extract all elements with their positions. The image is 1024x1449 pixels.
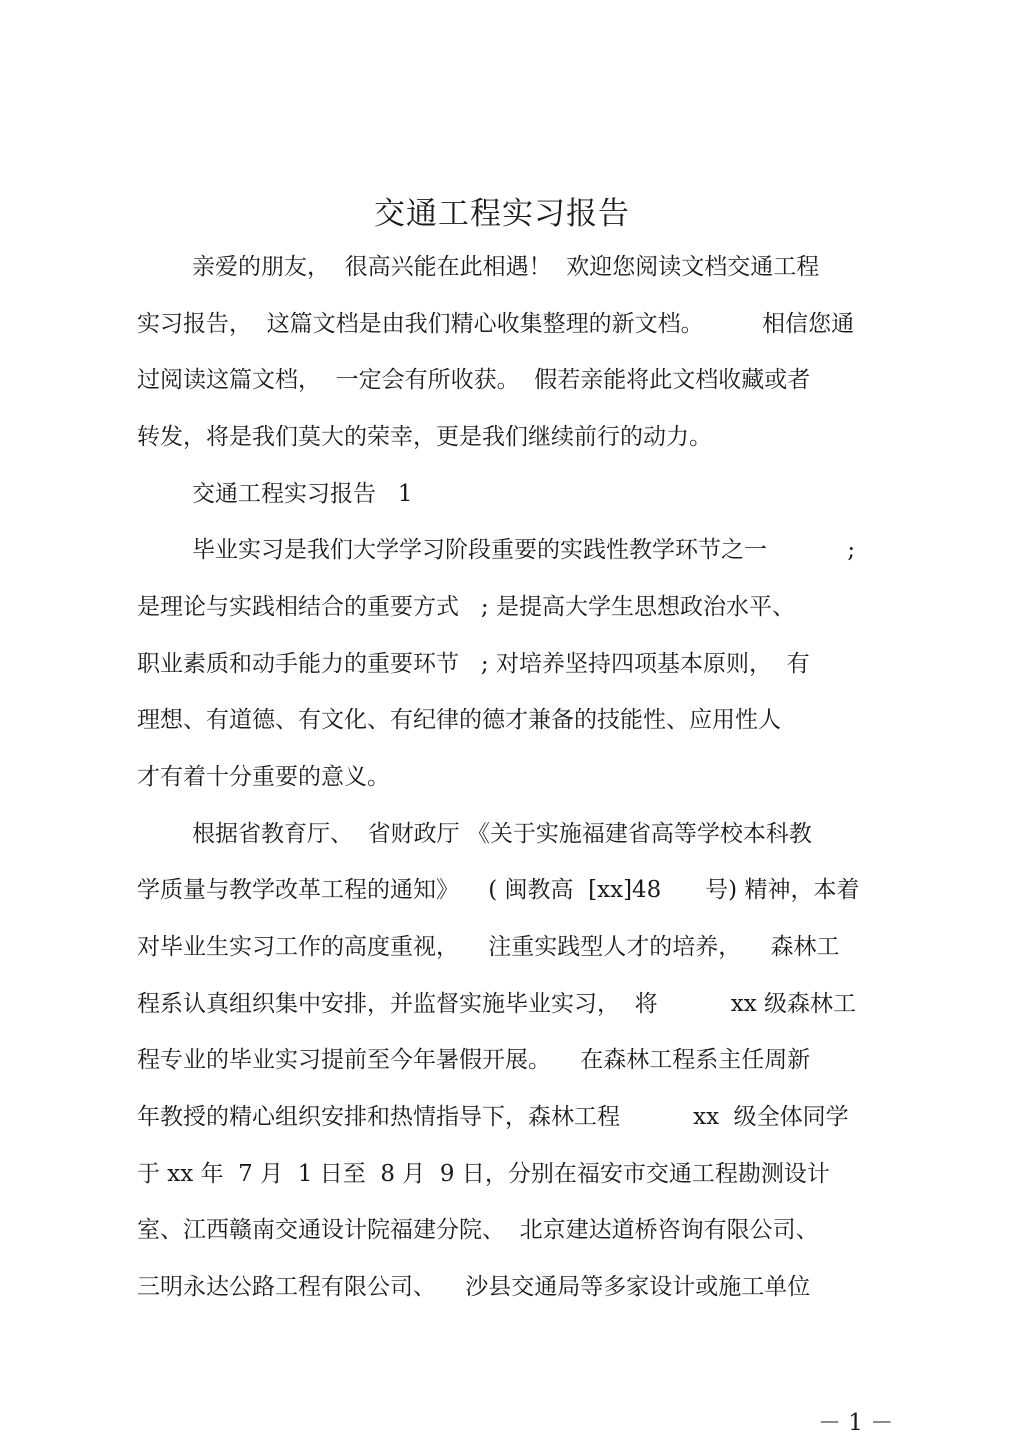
paragraph-line: 实习报告， 这篇文档是由我们精心收集整理的新文档。 相信您通 [137, 311, 855, 337]
paragraph-line: 程系认真组织集中安排，并监督实施毕业实习， 将 xx 级森林工 [137, 991, 856, 1017]
paragraph-line: 根据省教育厅、 省财政厅 《关于实施福建省高等学校本科教 [192, 821, 812, 847]
paragraph-line: 理想、有道德、有文化、有纪律的德才兼备的技能性、应用性人 [137, 707, 781, 733]
paragraph-line: 室、江西赣南交通设计院福建分院、 北京建达道桥咨询有限公司、 [137, 1217, 819, 1243]
paragraph-line: 学质量与教学改革工程的通知》 ( 闽教高 [xx]48 号) 精神，本着 [137, 877, 860, 903]
document-title: 交通工程实习报告 [374, 196, 630, 232]
paragraph-line: 毕业实习是我们大学学习阶段重要的实践性教学环节之一 ; [192, 537, 856, 563]
paragraph-line: 亲爱的朋友， 很高兴能在此相遇！ 欢迎您阅读文档交通工程 [192, 254, 820, 280]
paragraph-line: 三明永达公路工程有限公司、 沙县交通局等多家设计或施工单位 [137, 1274, 811, 1300]
paragraph-line: 对毕业生实习工作的高度重视， 注重实践型人才的培养， 森林工 [137, 934, 840, 960]
section-heading: 交通工程实习报告 1 [192, 481, 413, 507]
paragraph-line: 转发，将是我们莫大的荣幸，更是我们继续前行的动力。 [137, 424, 712, 450]
paragraph-line: 职业素质和动手能力的重要环节 ; 对培养坚持四项基本原则， 有 [137, 651, 810, 677]
paragraph-line: 年教授的精心组织安排和热情指导下，森林工程 xx 级全体同学 [137, 1104, 849, 1130]
paragraph-line: 程专业的毕业实习提前至今年暑假开展。 在森林工程系主任周新 [137, 1047, 811, 1073]
paragraph-line: 于 xx 年 7 月 1 日至 8 月 9 日，分别在福安市交通工程勘测设计 [137, 1161, 830, 1187]
paragraph-line: 过阅读这篇文档， 一定会有所收获。 假若亲能将此文档收藏或者 [137, 367, 811, 393]
paragraph-line: 才有着十分重要的意义。 [137, 764, 390, 790]
page-number: － 1 － [818, 1410, 894, 1436]
paragraph-line: 是理论与实践相结合的重要方式 ; 是提高大学生思想政治水平、 [137, 594, 795, 620]
